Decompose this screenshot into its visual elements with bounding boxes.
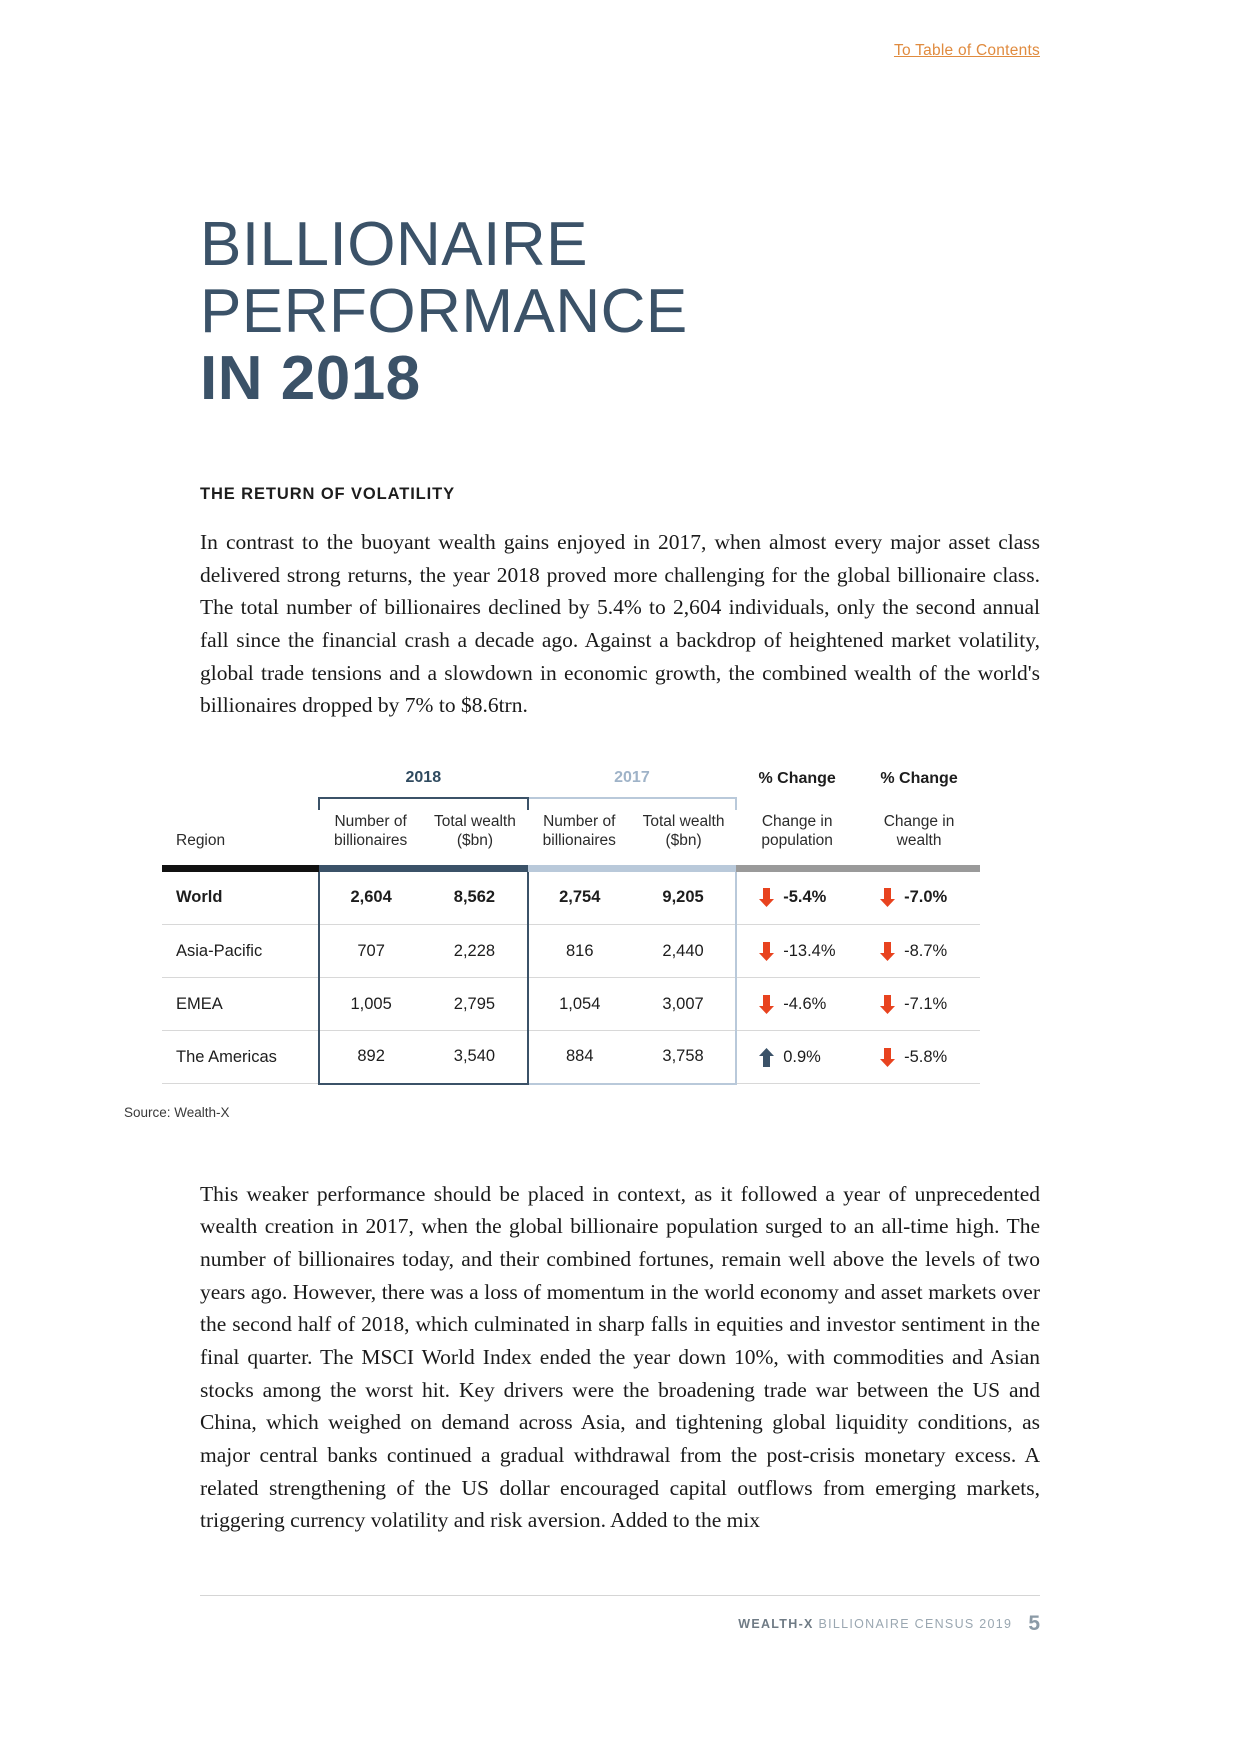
group-header-change-wealth: % Change: [880, 769, 958, 787]
cell-wealth-2017: 2,440: [631, 925, 736, 978]
group-header-2018: 2018: [405, 768, 442, 786]
cell-region: World: [162, 872, 319, 925]
arrow-down-icon: [880, 888, 895, 907]
cell-change-population: [736, 978, 858, 1031]
rule-2017: [528, 865, 737, 872]
page-title-line-2: PERFORMANCE: [200, 276, 688, 346]
cell-change-wealth: [858, 978, 980, 1031]
change-wealth-value: -7.1%: [904, 994, 948, 1013]
cell-num-2017: 1,054: [528, 978, 631, 1031]
page-title-line-3: IN 2018: [200, 343, 421, 413]
sub-header-row: [162, 810, 980, 865]
arrow-down-icon: [759, 942, 774, 961]
group-header-change-population: % Change: [758, 769, 836, 787]
cell-change-population: [736, 925, 858, 978]
cell-num-2017: 2,754: [528, 872, 631, 925]
cell-change-wealth: [858, 925, 980, 978]
arrow-down-icon: [880, 995, 895, 1014]
group-header-2017: 2017: [614, 768, 650, 786]
footer-brand: WEALTH-X: [738, 1617, 814, 1631]
page-title: [200, 212, 1040, 413]
arrow-down-icon: [759, 995, 774, 1014]
column-header-change-population: Change in population: [761, 812, 833, 850]
change-population-value: -4.6%: [783, 994, 827, 1013]
cell-wealth-2017: 9,205: [631, 872, 736, 925]
cell-num-2018: 2,604: [319, 872, 422, 925]
group-header-row: [162, 768, 980, 798]
cell-num-2017: 884: [528, 1031, 631, 1084]
cell-wealth-2018: 2,795: [422, 978, 527, 1031]
cell-wealth-2018: 8,562: [422, 872, 527, 925]
change-wealth-value: -8.7%: [904, 941, 948, 960]
footer-title: BILLIONAIRE CENSUS 2019: [818, 1617, 1013, 1631]
to-table-of-contents-link[interactable]: To Table of Contents: [893, 42, 1040, 59]
cell-wealth-2018: 3,540: [422, 1031, 527, 1084]
table-head: [162, 768, 980, 872]
column-header-wealth-2018: Total wealth ($bn): [434, 812, 516, 850]
footer-label: [738, 1617, 1012, 1631]
census-table: [162, 768, 980, 1085]
page-number: 5: [1028, 1612, 1040, 1635]
table-row: [162, 1031, 980, 1084]
paragraph-context: This weaker performance should be placed in context, as it followed a year of unprecedented wealth creation in 2017, when the global billionaire population surged to an all-time high. The number of billionaires today, and their combined fortunes, remain well above the levels of two years ago. However, there was a loss of momentum in the world economy and asset markets over the second half of 2018, which culminated in sharp falls in equities and investor sentiment in the final quarter. The MSCI World Index ended the year down 10%, with commodities and Asian stocks among the worst hit. Key drivers were the broadening trade war between the US and China, which weighed on demand across Asia, and tightening global liquidity conditions, as major central banks continued a gradual withdrawal from the post-crisis monetary excess. A related strengthening of the US dollar encouraged capital outflows from emerging markets, triggering currency volatility and risk aversion. Added to the mix: [200, 1181, 1040, 1533]
billionaire-performance-table: [124, 768, 980, 1120]
paragraph-intro: In contrast to the buoyant wealth gains enjoyed in 2017, when almost every major asset class delivered strong returns, the year 2018 proved more challenging for the global billionaire class. The total number of billionaires declined by 5.4% to 2,604 individuals, only the second annual fall since the financial crash a decade ago. Against a backdrop of heightened market volatility, global trade tensions and a slowdown in economic growth, the combined wealth of the world's billionaires dropped by 7% to $8.6trn.: [200, 529, 1040, 718]
bracket-2017: [528, 798, 737, 810]
change-wealth-value: -7.0%: [904, 888, 948, 907]
arrow-up-icon: [759, 1048, 774, 1067]
change-population-value: -13.4%: [783, 941, 836, 960]
cell-region: The Americas: [162, 1031, 319, 1084]
table-row: [162, 978, 980, 1031]
page-title-line-1: BILLIONAIRE: [200, 210, 588, 279]
bracket-2018: [319, 798, 528, 810]
rule-2018: [319, 865, 528, 872]
table-row: [162, 872, 980, 925]
cell-change-wealth: [858, 872, 980, 925]
cell-change-wealth: [858, 1031, 980, 1084]
header-rule-row: [162, 865, 980, 872]
rule-change: [736, 865, 980, 872]
change-wealth-value: -5.8%: [904, 1047, 948, 1066]
arrow-down-icon: [880, 1048, 895, 1067]
cell-region: EMEA: [162, 978, 319, 1031]
change-population-value: -5.4%: [783, 888, 827, 907]
arrow-down-icon: [759, 888, 774, 907]
cell-wealth-2018: 2,228: [422, 925, 527, 978]
cell-num-2017: 816: [528, 925, 631, 978]
cell-wealth-2017: 3,007: [631, 978, 736, 1031]
column-header-change-wealth: Change in wealth: [883, 812, 955, 850]
column-header-wealth-2017: Total wealth ($bn): [642, 812, 725, 850]
cell-change-population: [736, 1031, 858, 1084]
cell-num-2018: 707: [319, 925, 422, 978]
group-bracket-row: [162, 798, 980, 810]
column-header-num-2018: Number of billionaires: [334, 812, 408, 850]
cell-num-2018: 892: [319, 1031, 422, 1084]
cell-wealth-2017: 3,758: [631, 1031, 736, 1084]
table-row: [162, 925, 980, 978]
rule-region: [162, 865, 319, 872]
cell-num-2018: 1,005: [319, 978, 422, 1031]
page-footer: [200, 1595, 1040, 1636]
column-header-num-2017: Number of billionaires: [542, 812, 616, 850]
table-source-note: Source: Wealth-X: [124, 1104, 230, 1120]
column-header-region: Region: [176, 832, 226, 850]
cell-region: Asia-Pacific: [162, 925, 319, 978]
cell-change-population: [736, 872, 858, 925]
arrow-down-icon: [880, 942, 895, 961]
change-population-value: 0.9%: [783, 1047, 821, 1066]
section-heading: THE RETURN OF VOLATILITY: [200, 484, 456, 503]
page-content: [124, 0, 1040, 1537]
table-body: [162, 872, 980, 1084]
